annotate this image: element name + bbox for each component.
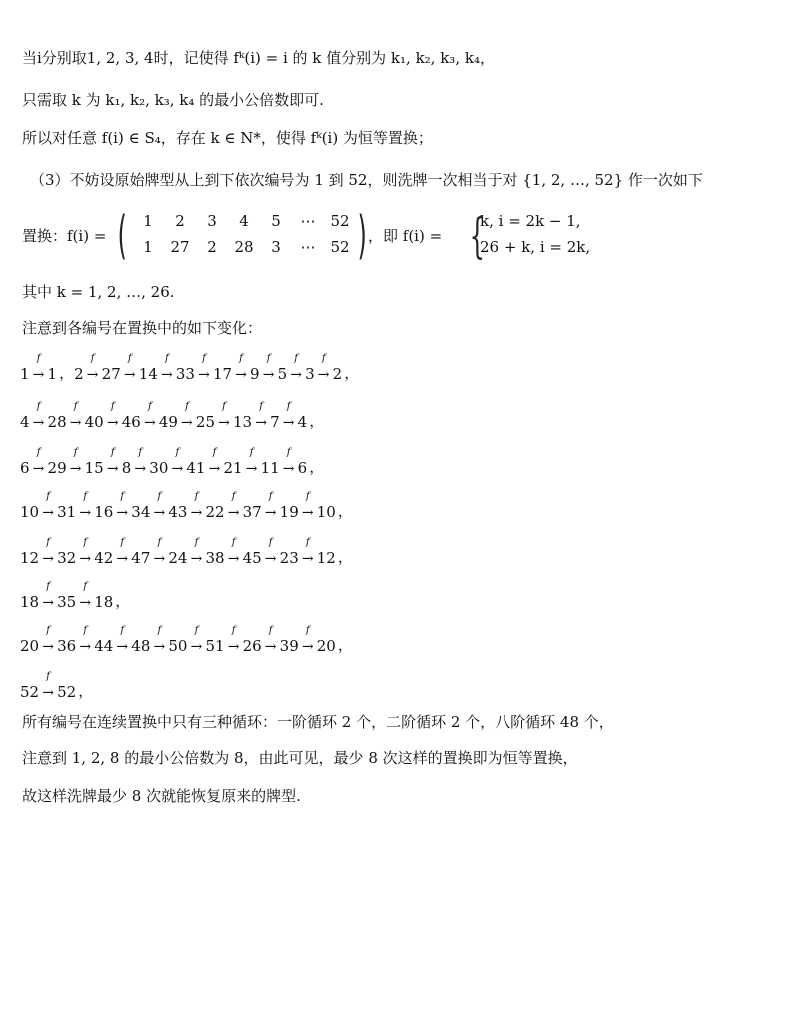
permutation-bottom-row: [132, 238, 356, 256]
cycle-node: 52: [20, 683, 40, 701]
text-line-3: 所以对任意 f(i) ∈ S₄，存在 k ∈ N*，使得 fᵏ(i) 为恒等置换；: [22, 129, 433, 147]
cycle-node: 52: [57, 683, 77, 701]
perm-cell: 3: [207, 212, 217, 230]
arrow-label: f: [305, 491, 310, 502]
arrow-label: f: [83, 581, 88, 592]
arrow-label: f: [157, 537, 162, 548]
mapping-arrow: f →: [67, 413, 85, 431]
arrow-label: f: [46, 625, 50, 636]
mapping-arrow: f →: [84, 365, 102, 383]
arrow-label: f: [120, 491, 125, 502]
cycle-line: [20, 491, 353, 521]
cycle-line: [20, 581, 131, 611]
perm-cell: 2: [175, 212, 185, 230]
mapping-arrow: f →: [113, 549, 131, 567]
arrow-label: f: [305, 625, 310, 636]
cycle-node: 3: [305, 365, 315, 383]
arrow-label: f: [46, 581, 50, 592]
mapping-arrow: f →: [252, 413, 270, 431]
mapping-arrow: f →: [187, 549, 205, 567]
perm-cell: 52: [330, 212, 350, 230]
cycle-node: 19: [279, 503, 299, 521]
cycle-node: 31: [57, 503, 77, 521]
left-brace: {: [469, 208, 485, 264]
arrow-label: f: [268, 537, 273, 548]
cycle-node: 10: [20, 503, 40, 521]
perm-cell: 2: [207, 238, 217, 256]
right-paren: ): [357, 206, 367, 266]
mapping-arrow: f →: [287, 365, 305, 383]
separator: ，: [337, 502, 353, 520]
mapping-arrow: f →: [243, 459, 261, 477]
arrow-label: f: [36, 353, 41, 364]
cycle-node: 20: [316, 637, 336, 655]
separator: ，: [309, 458, 325, 476]
text-line-6: 其中 k = 1, 2, …, 26.: [22, 283, 175, 301]
cycle-node: 47: [131, 549, 151, 567]
arrow-label: f: [294, 353, 298, 364]
cycle-node: 30: [149, 459, 169, 477]
separator: ，: [78, 682, 94, 700]
separator: ，: [115, 592, 131, 610]
cycle-node: 29: [47, 459, 67, 477]
arrow-label: f: [222, 401, 226, 412]
arrow-label: f: [73, 401, 78, 412]
perm-cell: 3: [271, 238, 281, 256]
arrow-label: f: [231, 537, 236, 548]
arrow-label: f: [147, 401, 152, 412]
piecewise-label: ，即 f(i) =: [368, 227, 443, 245]
separator: ，: [337, 636, 353, 654]
mapping-arrow: f →: [205, 459, 223, 477]
mapping-arrow: f →: [104, 413, 122, 431]
cycle-node: 42: [94, 549, 114, 567]
cycle-line: [20, 671, 94, 701]
cycle-line: [20, 401, 325, 431]
mapping-arrow: f →: [39, 593, 57, 611]
cycle-node: 8: [121, 459, 132, 477]
mapping-arrow: f →: [262, 549, 280, 567]
arrow-label: f: [194, 537, 199, 548]
cycle-node: 35: [57, 593, 77, 611]
cycle-node: 6: [20, 459, 30, 477]
cycle-node: 7: [270, 413, 280, 431]
mapping-arrow: f →: [121, 365, 139, 383]
mapping-arrow: f →: [178, 413, 196, 431]
mapping-arrow: f →: [195, 365, 213, 383]
cycle-node: 44: [94, 637, 114, 655]
separator: ，: [344, 364, 360, 382]
perm-cell: ⋯: [300, 238, 316, 256]
arrow-label: f: [90, 353, 95, 364]
perm-cell: 1: [143, 238, 153, 256]
mapping-arrow: f →: [187, 637, 205, 655]
arrow-label: f: [46, 671, 50, 682]
arrow-label: f: [239, 353, 243, 364]
arrow-label: f: [185, 401, 189, 412]
cycle-node: 40: [84, 413, 104, 431]
mapping-arrow: f →: [113, 503, 131, 521]
perm-cell: 27: [170, 238, 190, 256]
cycle-node: 48: [131, 637, 151, 655]
mapping-arrow: f →: [225, 549, 243, 567]
cycle-node: 24: [168, 549, 188, 567]
arrow-label: f: [194, 491, 199, 502]
cycle-node: 14: [138, 365, 158, 383]
cycle-node: 17: [212, 365, 233, 383]
mapping-arrow: f →: [262, 503, 280, 521]
mapping-arrow: f →: [39, 503, 57, 521]
mapping-arrow: f →: [67, 459, 85, 477]
arrow-label: f: [46, 491, 50, 502]
arrow-label: f: [266, 353, 271, 364]
cycle-node: 4: [20, 413, 30, 431]
arrow-label: f: [202, 353, 206, 364]
mapping-arrow: f →: [39, 637, 57, 655]
mapping-arrow: f →: [30, 459, 48, 477]
cycle-node: 18: [94, 593, 114, 611]
arrow-label: f: [83, 491, 88, 502]
mapping-arrow: f →: [260, 365, 278, 383]
arrow-label: f: [110, 447, 115, 458]
cycle-line: [20, 447, 325, 477]
arrow-label: f: [110, 401, 115, 412]
arrow-label: f: [36, 401, 41, 412]
mapping-arrow: f →: [215, 413, 233, 431]
arrow-label: f: [286, 401, 291, 412]
perm-cell: ⋯: [300, 212, 316, 230]
cycle-node: 2: [74, 365, 84, 383]
cycle-node: 5: [277, 365, 288, 383]
text-line-8: 所有编号在连续置换中只有三种循环：一阶循环 2 个，二阶循环 2 个，八阶循环 48 个，: [22, 713, 614, 731]
cycle-node: 13: [233, 413, 253, 431]
cycle-node: 16: [94, 503, 114, 521]
mapping-arrow: f →: [299, 549, 317, 567]
arrow-label: f: [120, 537, 125, 548]
text-line-1: 当i分别取1, 2, 3, 4时，记使得 fᵏ(i) = i 的 k 值分别为 k₁, k₂, k₃, k₄，: [22, 49, 495, 67]
arrow-label: f: [231, 625, 236, 636]
left-paren: (: [117, 206, 127, 266]
cycle-node: 34: [131, 503, 151, 521]
arrow-label: f: [268, 491, 273, 502]
arrow-label: f: [249, 447, 254, 458]
mapping-arrow: f →: [280, 413, 298, 431]
mapping-arrow: f →: [168, 459, 186, 477]
mapping-arrow: f →: [158, 365, 176, 383]
mapping-arrow: f →: [299, 637, 317, 655]
cycle-node: 32: [57, 549, 77, 567]
mapping-arrow: f →: [187, 503, 205, 521]
cycle-node: 33: [175, 365, 195, 383]
text-line-9: 注意到 1, 2, 8 的最小公倍数为 8，由此可见，最少 8 次这样的置换即为恒等置换，: [22, 749, 578, 767]
cycle-node: 38: [205, 549, 225, 567]
mapping-arrow: f →: [104, 459, 122, 477]
mapping-arrow: f →: [141, 413, 159, 431]
cycle-node: 39: [279, 637, 299, 655]
text-line-4: （3）不妨设原始牌型从上到下依次编号为 1 到 52，则洗牌一次相当于对 {1, 2, …, 52} 作一次如下: [30, 171, 703, 189]
perm-cell: 52: [330, 238, 350, 256]
cycle-node: 23: [279, 549, 299, 567]
mapping-arrow: f →: [76, 593, 94, 611]
arrow-label: f: [212, 447, 217, 458]
permutation-label: 置换：f(i) =: [22, 227, 107, 245]
arrow-label: f: [194, 625, 199, 636]
mapping-arrow: f →: [280, 459, 298, 477]
mapping-arrow: f →: [232, 365, 250, 383]
arrow-label: f: [73, 447, 78, 458]
cycle-node: 15: [84, 459, 104, 477]
cycle-node: 43: [168, 503, 188, 521]
cycle-node: 49: [158, 413, 178, 431]
mapping-arrow: f →: [76, 637, 94, 655]
cycle-node: 4: [297, 413, 308, 431]
cycle-line: [20, 625, 353, 655]
cycle-line: [20, 537, 353, 567]
arrow-label: f: [138, 447, 143, 458]
mapping-arrow: f →: [150, 549, 168, 567]
cycle-node: 9: [250, 365, 260, 383]
cycle-node: 28: [47, 413, 67, 431]
mapping-arrow: f →: [39, 549, 57, 567]
cycle-node: 21: [223, 459, 243, 477]
cycle-node: 1: [20, 365, 30, 383]
case-2: 26 + k, i = 2k,: [480, 238, 591, 256]
mapping-arrow: f →: [315, 365, 333, 383]
arrow-label: f: [231, 491, 236, 502]
mapping-arrow: f →: [39, 683, 57, 701]
mapping-arrow: f →: [225, 637, 243, 655]
arrow-label: f: [321, 353, 326, 364]
cycle-node: 37: [242, 503, 262, 521]
arrow-label: f: [83, 625, 88, 636]
arrow-label: f: [157, 491, 162, 502]
cycle-node: 36: [57, 637, 77, 655]
separator: ，: [337, 548, 353, 566]
mapping-arrow: f →: [76, 549, 94, 567]
mapping-arrow: f →: [30, 365, 48, 383]
cycle-node: 20: [20, 637, 40, 655]
cycle-node: 6: [297, 459, 308, 477]
arrow-label: f: [120, 625, 125, 636]
permutation-top-row: [132, 212, 356, 230]
arrow-label: f: [305, 537, 310, 548]
cycle-node: 46: [121, 413, 141, 431]
mapping-arrow: f →: [131, 459, 149, 477]
cycle-node: 12: [316, 549, 336, 567]
arrow-label: f: [157, 625, 162, 636]
arrow-label: f: [259, 401, 263, 412]
mapping-arrow: f →: [299, 503, 317, 521]
mapping-arrow: f →: [113, 637, 131, 655]
mapping-arrow: f →: [225, 503, 243, 521]
case-1: k, i = 2k − 1,: [480, 212, 581, 230]
perm-cell: 4: [239, 212, 249, 230]
arrow-label: f: [175, 447, 180, 458]
cycle-node: 11: [260, 459, 280, 477]
mapping-arrow: f →: [150, 637, 168, 655]
perm-cell: 1: [143, 212, 153, 230]
text-line-7: 注意到各编号在置换中的如下变化：: [22, 319, 263, 337]
mapping-arrow: f →: [30, 413, 48, 431]
cycle-node: 25: [195, 413, 216, 431]
cycle-node: 1: [47, 365, 58, 383]
cycle-line: [20, 353, 360, 383]
perm-cell: 28: [234, 238, 254, 256]
arrow-label: f: [36, 447, 41, 458]
cycle-node: 2: [332, 365, 343, 383]
text-line-2: 只需取 k 为 k₁, k₂, k₃, k₄ 的最小公倍数即可.: [22, 91, 324, 109]
separator: ，: [59, 364, 75, 382]
cycle-node: 18: [20, 593, 40, 611]
cycle-node: 50: [168, 637, 188, 655]
separator: ，: [309, 412, 325, 430]
arrow-label: f: [164, 353, 169, 364]
cycle-node: 10: [316, 503, 336, 521]
arrow-label: f: [83, 537, 88, 548]
perm-cell: 5: [271, 212, 281, 230]
arrow-label: f: [268, 625, 273, 636]
cycle-node: 26: [242, 637, 262, 655]
cycle-node: 45: [242, 549, 262, 567]
arrow-label: f: [46, 537, 50, 548]
text-line-10: 故这样洗牌最少 8 次就能恢复原来的牌型.: [22, 787, 301, 805]
mapping-arrow: f →: [262, 637, 280, 655]
cycle-node: 27: [101, 365, 121, 383]
mapping-arrow: f →: [76, 503, 94, 521]
cycle-node: 12: [20, 549, 40, 567]
cycle-node: 51: [205, 637, 225, 655]
mapping-arrow: f →: [150, 503, 168, 521]
cycle-node: 41: [186, 459, 206, 477]
arrow-label: f: [127, 353, 132, 364]
cycle-node: 22: [205, 503, 225, 521]
arrow-label: f: [286, 447, 291, 458]
